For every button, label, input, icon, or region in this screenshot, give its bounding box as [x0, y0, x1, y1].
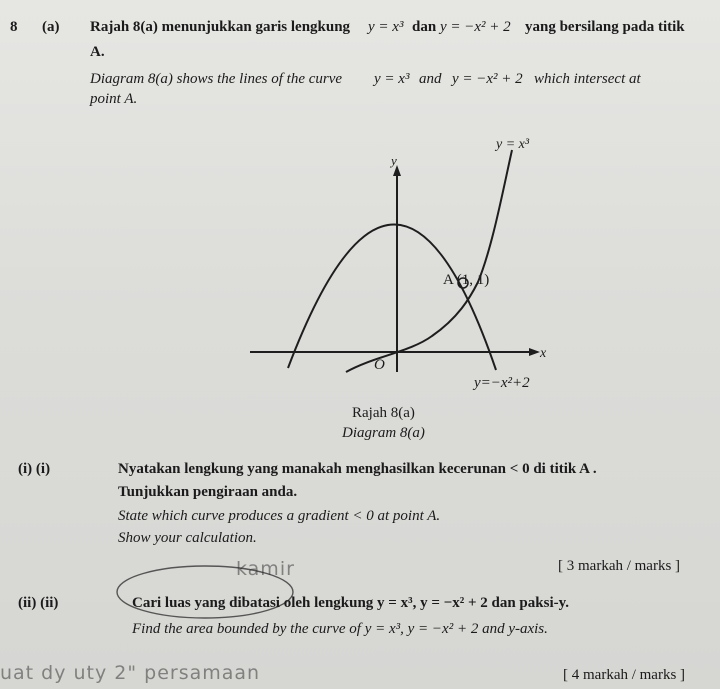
intro-en: Diagram 8(a) shows the lines of the curve: [90, 71, 343, 87]
question-part: (a): [42, 19, 60, 35]
curve-cube-inline-en: y = x³: [374, 71, 410, 87]
curve-cube-inline: y = x³: [368, 19, 404, 35]
y-axis-label: y: [391, 153, 397, 168]
point-a-label: A.: [90, 44, 105, 60]
part-i-text-ms: Nyatakan lengkung yang manakah menghasilkan kecerunan < 0 di titik A .: [118, 461, 597, 477]
part-i-number: (i) (i): [18, 461, 51, 477]
part-ii-text-en: Find the area bounded by the curve of y = x³, y = −x² + 2 and y-axis.: [132, 621, 548, 637]
part-i-text-ms2: Tunjukkan pengiraan anda.: [118, 484, 298, 500]
part-ii-marks: [ 4 markah / marks ]: [563, 667, 686, 683]
part-ii-text-ms: Cari luas yang dibatasi oleh lengkung y = x³, y = −x² + 2 dan paksi-y.: [132, 595, 570, 611]
curve-parabola-inline-en: y = −x² + 2: [452, 71, 523, 87]
x-axis-label: x: [540, 346, 547, 361]
caption-ms: Rajah 8(a): [352, 405, 415, 421]
cubic-curve: [346, 150, 512, 372]
handwriting-note-i: kamir: [236, 558, 295, 580]
part-ii-number: (ii) (ii): [18, 595, 59, 611]
intro-en-point: point A.: [90, 91, 138, 107]
part-i-marks: [ 3 markah / marks ]: [558, 558, 681, 574]
caption-en: Diagram 8(a): [342, 425, 425, 441]
handwriting-note-ii: uat dy uty 2" persamaan: [0, 662, 261, 684]
part-i-text-en2: Show your calculation.: [118, 530, 257, 546]
curve-parabola-inline: y = −x² + 2: [440, 19, 511, 35]
question-number: 8: [10, 19, 18, 35]
part-i-text-en: State which curve produces a gradient < 0 at point A.: [118, 508, 441, 524]
intro-ms-end: yang bersilang pada titik: [525, 19, 685, 35]
origin-label: O: [374, 357, 385, 373]
and-word: and: [419, 71, 442, 87]
cube-curve-label: y = x³: [496, 137, 530, 152]
parabola-label: y=−x²+2: [474, 375, 530, 391]
x-axis-arrow-icon: [529, 348, 540, 356]
dan-word: dan: [412, 19, 437, 35]
intro-ms: Rajah 8(a) menunjukkan garis lengkung: [90, 19, 351, 35]
handwritten-circle: [110, 558, 310, 628]
intro-en-end: which intersect at: [534, 71, 641, 87]
point-a-coordinate: A (1, 1): [443, 272, 490, 288]
parabola-curve: [288, 224, 496, 370]
